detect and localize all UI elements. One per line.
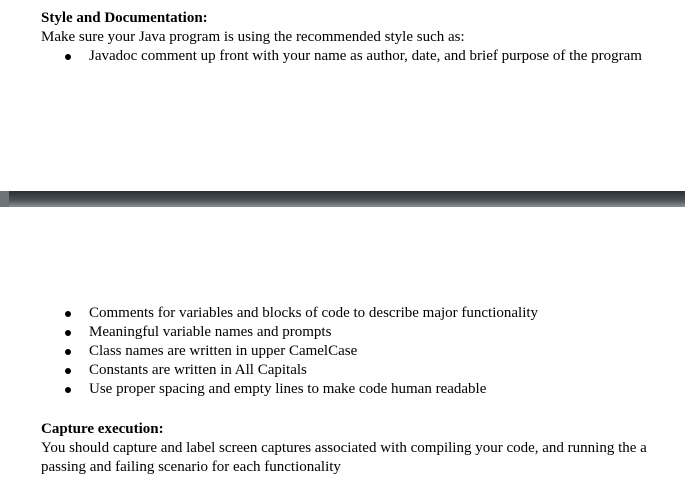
list-item xyxy=(41,380,671,399)
list-item-text: Meaningful variable names and prompts xyxy=(89,324,332,340)
page-break-separator xyxy=(0,191,685,207)
style-bullet-list-page1 xyxy=(41,47,671,66)
list-item-text: Class names are written in upper CamelCase xyxy=(89,343,358,359)
bullet-dot-icon xyxy=(65,311,71,317)
list-item xyxy=(41,342,671,361)
list-item-text: Constants are written in All Capitals xyxy=(89,362,307,378)
bullet-dot-icon xyxy=(65,368,71,374)
list-item xyxy=(41,47,671,66)
bullet-dot-icon xyxy=(65,330,71,336)
style-bullet-list-page2 xyxy=(41,304,671,399)
bullet-dot-icon xyxy=(65,54,71,60)
style-intro: Make sure your Java program is using the recommended style such as: xyxy=(41,29,465,45)
bullet-dot-icon xyxy=(65,387,71,393)
list-item-text: Javadoc comment up front with your name as author, date, and brief purpose of the program xyxy=(89,48,642,64)
list-item-text: Comments for variables and blocks of code to describe major functionality xyxy=(89,305,539,321)
list-item xyxy=(41,361,671,380)
capture-body: You should capture and label screen captures associated with compiling your code, and running the a passing and failing scenario for each functionality xyxy=(41,440,647,475)
list-item xyxy=(41,323,671,342)
list-item-text: Use proper spacing and empty lines to make code human readable xyxy=(89,381,487,397)
bullet-dot-icon xyxy=(65,349,71,355)
style-documentation-section xyxy=(41,9,671,66)
style-heading: Style and Documentation: xyxy=(41,10,208,26)
list-item xyxy=(41,304,671,323)
capture-heading: Capture execution: xyxy=(41,421,164,437)
capture-execution-section xyxy=(41,420,671,477)
